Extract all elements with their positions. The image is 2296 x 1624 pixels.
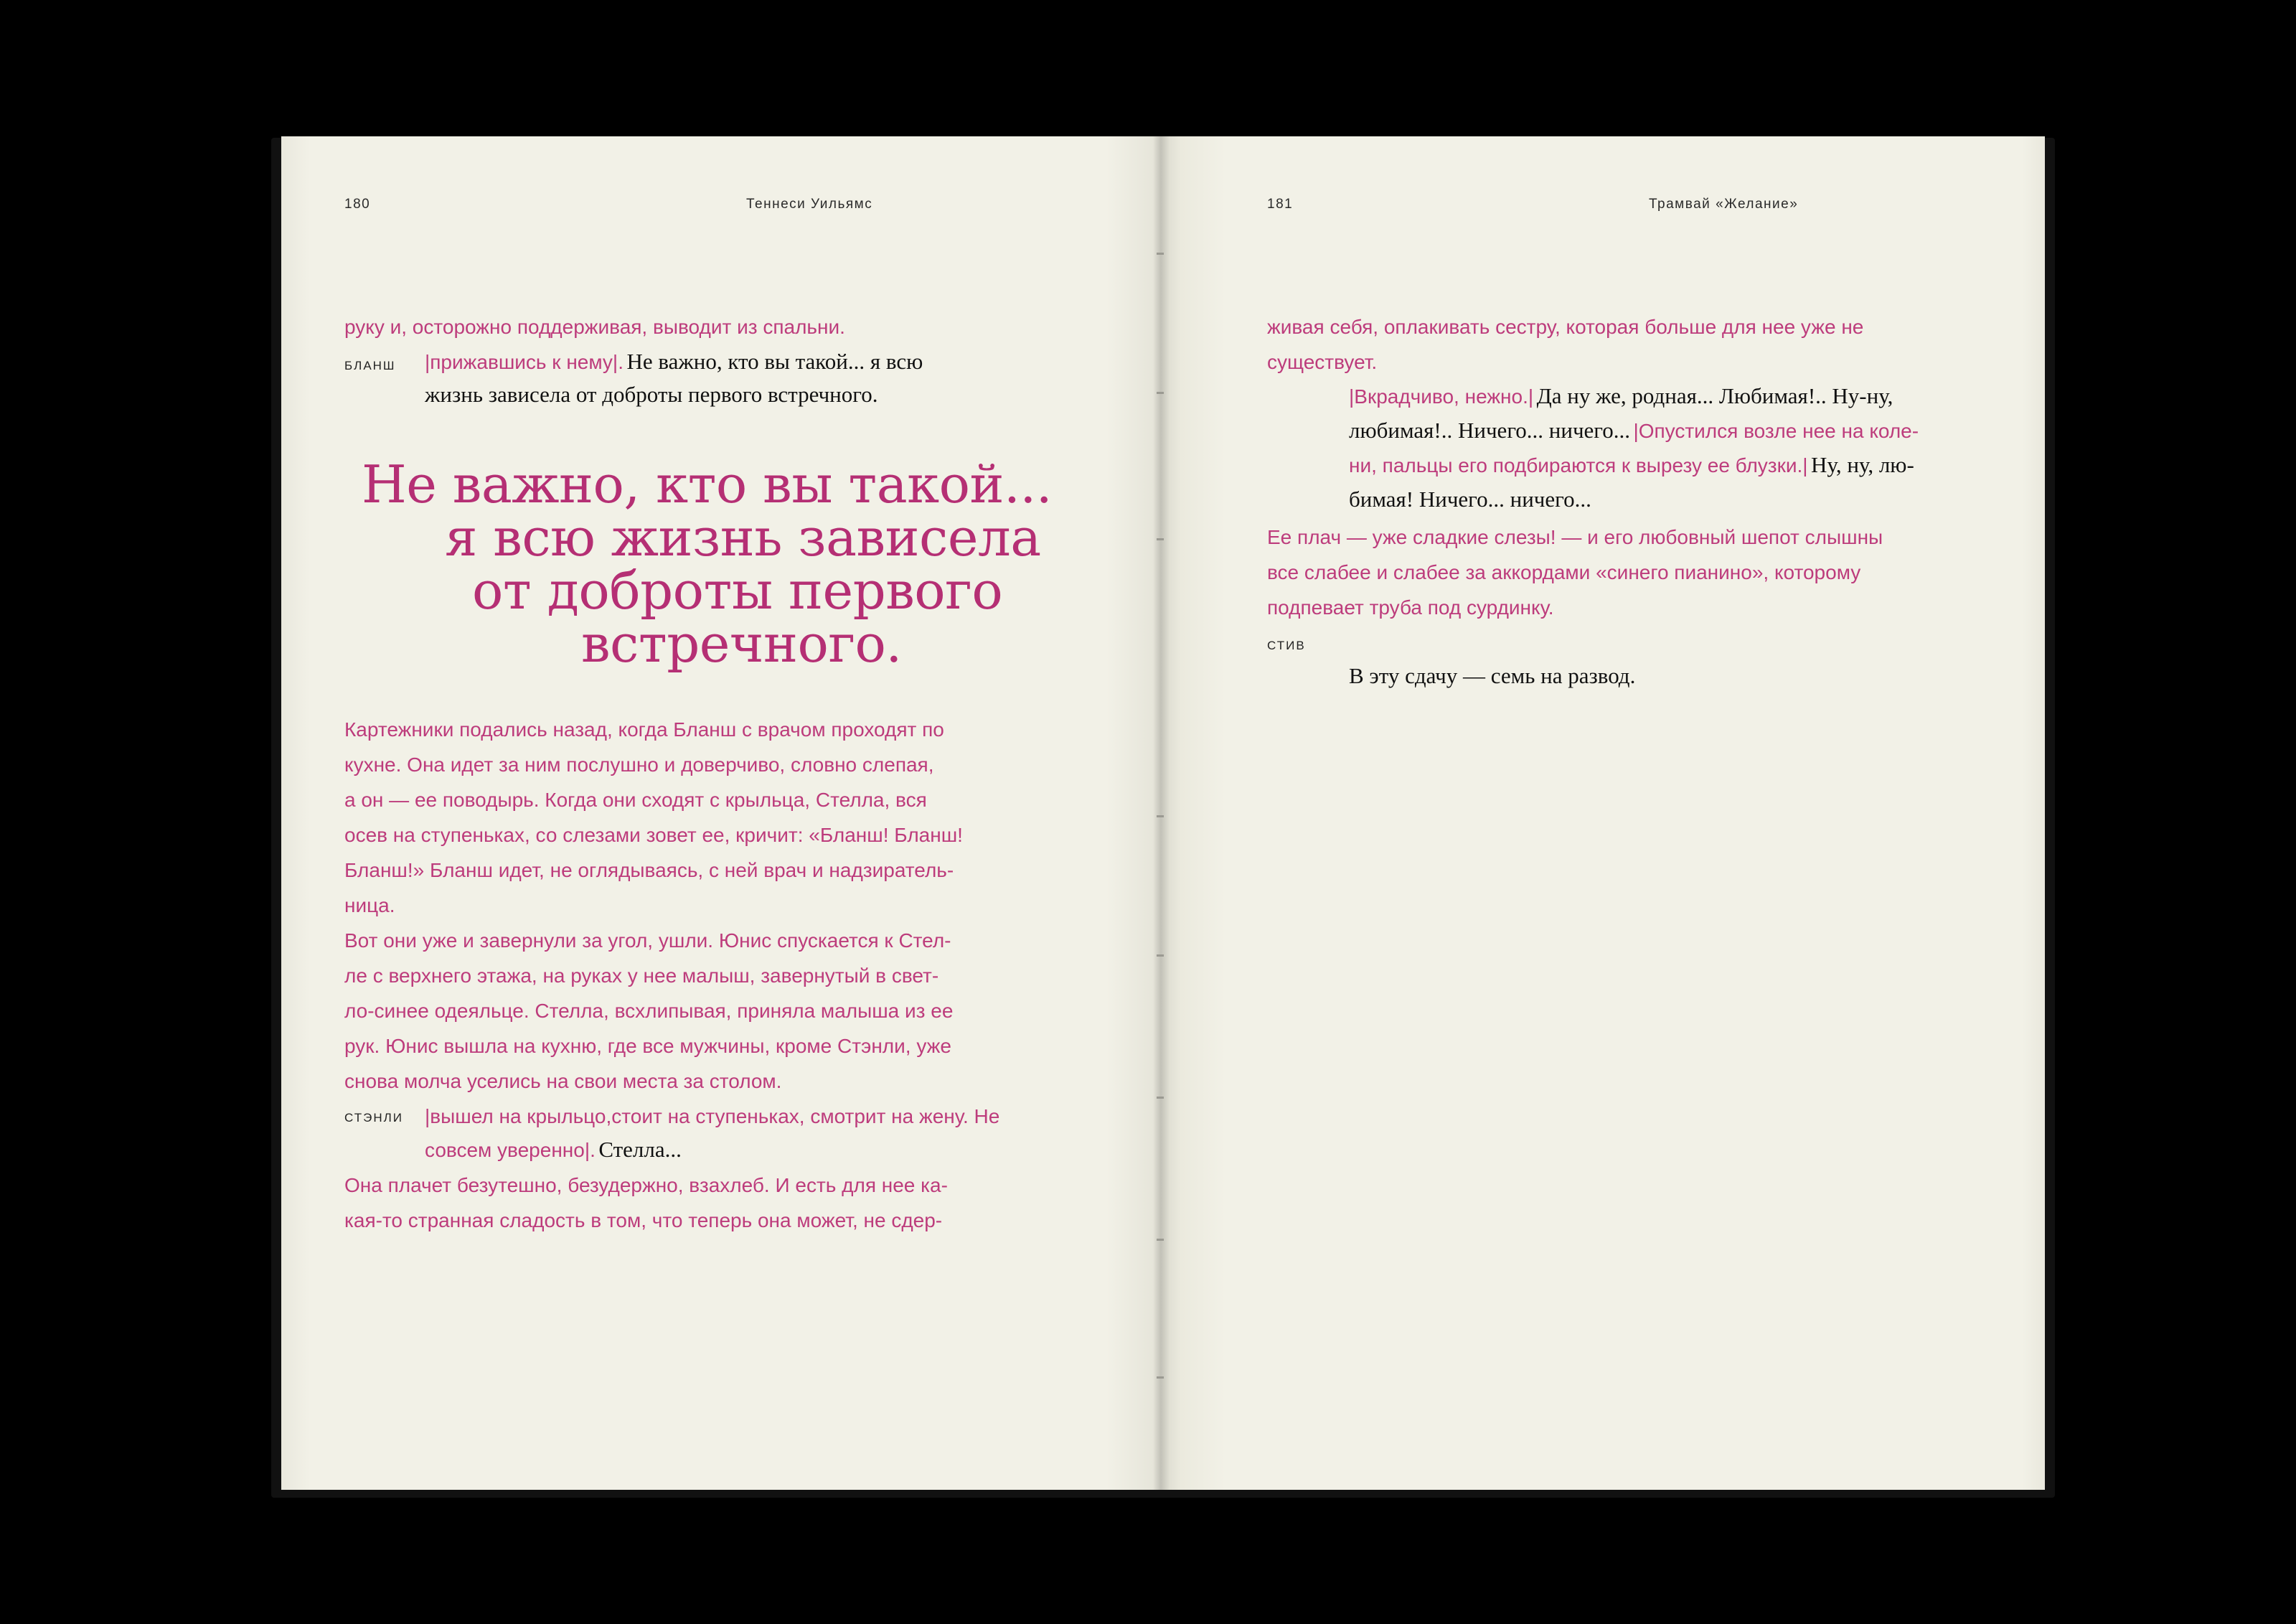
speech: бимая! Ничего... ничего... — [1349, 487, 1591, 512]
book-gutter — [1152, 136, 1170, 1490]
binding-stitch — [1157, 392, 1164, 394]
paragraph-line: Она плачет безутешно, безудержно, взахлеб. И есть для нее ка- — [344, 1174, 948, 1196]
pull-quote-line: от доброты первого — [472, 560, 1003, 621]
dialogue-line — [1349, 383, 1893, 409]
speech: Ну, ну, лю- — [1811, 452, 1914, 477]
binding-stitch — [1157, 538, 1164, 540]
binding-stitch — [1157, 954, 1164, 957]
speech: Не важно, кто вы такой... я всю — [626, 349, 923, 374]
paragraph-line: ло-синее одеяльце. Стелла, всхлипывая, приняла малыша из ее — [344, 1000, 954, 1022]
stage-direction: |вышел на крыльцо,стоит на ступеньках, смотрит на жену. Не — [425, 1105, 1000, 1127]
speech: Да ну же, родная... Любимая!.. Ну-ну, — [1536, 383, 1893, 408]
paragraph-line: Картежники подались назад, когда Бланш с врачом проходят по — [344, 718, 944, 741]
page-number: 181 — [1267, 197, 1294, 212]
stage-direction: ни, пальцы его подбираются к вырезу ее блузки.| — [1349, 454, 1808, 477]
paragraph-line: осев на ступеньках, со слезами зовет ее, кричит: «Бланш! Бланш! — [344, 824, 963, 846]
page-number: 180 — [344, 197, 371, 212]
dialogue-line — [425, 349, 923, 375]
pull-quote-line: я всю жизнь зависела — [445, 507, 1041, 568]
speech: Стелла... — [598, 1137, 682, 1162]
paragraph-line: Бланш!» Бланш идет, не оглядываясь, с ней врач и надзиратель- — [344, 859, 954, 881]
paragraph-line: Вот они уже и завернули за угол, ушли. Юнис спускается к Стел- — [344, 929, 951, 952]
binding-stitch — [1157, 1239, 1164, 1241]
paragraph-line: все слабее и слабее за аккордами «синего пианино», которому — [1267, 561, 1861, 583]
speech: В эту сдачу — семь на развод. — [1349, 663, 1636, 688]
paragraph-line: подпевает труба под сурдинку. — [1267, 596, 1554, 619]
stage-direction-line: руку и, осторожно поддерживая, выводит из спальни. — [344, 316, 845, 338]
binding-stitch — [1157, 1376, 1164, 1379]
dialogue-line — [1349, 452, 1914, 478]
paragraph-line: живая себя, оплакивать сестру, которая больше для нее уже не — [1267, 316, 1864, 338]
stage-direction: |Вкрадчиво, нежно.| — [1349, 385, 1534, 408]
binding-stitch — [1157, 253, 1164, 255]
paragraph-line: рук. Юнис вышла на кухню, где все мужчины, кроме Стэнли, уже — [344, 1035, 951, 1057]
paragraph-line: ле с верхнего этажа, на руках у нее малыш, завернутый в свет- — [344, 964, 939, 987]
speaker-label: БЛАНШ — [344, 359, 396, 372]
paragraph-line: кая-то странная сладость в том, что теперь она может, не сдер- — [344, 1209, 943, 1231]
paragraph-line: Ее плач — уже сладкие слезы! — и его любовный шепот слышны — [1267, 526, 1883, 548]
stage-direction: |прижавшись к нему|. — [425, 351, 624, 373]
right-page — [1161, 136, 2045, 1490]
pull-quote-line: Не важно, кто вы такой... — [362, 454, 1053, 515]
paragraph-line: ница. — [344, 894, 395, 916]
speech: любимая!.. Ничего... ничего... — [1349, 418, 1630, 443]
running-head: Трамвай «Желание» — [1649, 197, 1799, 212]
stage-direction: совсем уверенно|. — [425, 1139, 596, 1161]
speaker-label: СТИВ — [1267, 639, 1306, 652]
speaker-label: СТЭНЛИ — [344, 1111, 403, 1125]
paragraph-line: снова молча уселись на свои места за столом. — [344, 1070, 782, 1092]
stage-direction: |Опустился возле нее на коле- — [1633, 420, 1919, 442]
dialogue-line — [425, 1137, 682, 1163]
binding-stitch — [1157, 815, 1164, 817]
paragraph-line: существует. — [1267, 351, 1378, 373]
dialogue-line — [1349, 418, 1919, 443]
paragraph-line: кухне. Она идет за ним послушно и доверчиво, словно слепая, — [344, 754, 934, 776]
binding-stitch — [1157, 1097, 1164, 1099]
paragraph-line: а он — ее поводырь. Когда они сходят с крыльца, Стелла, вся — [344, 789, 927, 811]
speech: жизнь зависела от доброты первого встречного. — [425, 382, 878, 407]
pull-quote-line: встречного. — [581, 614, 902, 674]
left-page — [281, 136, 1161, 1490]
running-head: Теннеси Уильямс — [746, 197, 873, 212]
